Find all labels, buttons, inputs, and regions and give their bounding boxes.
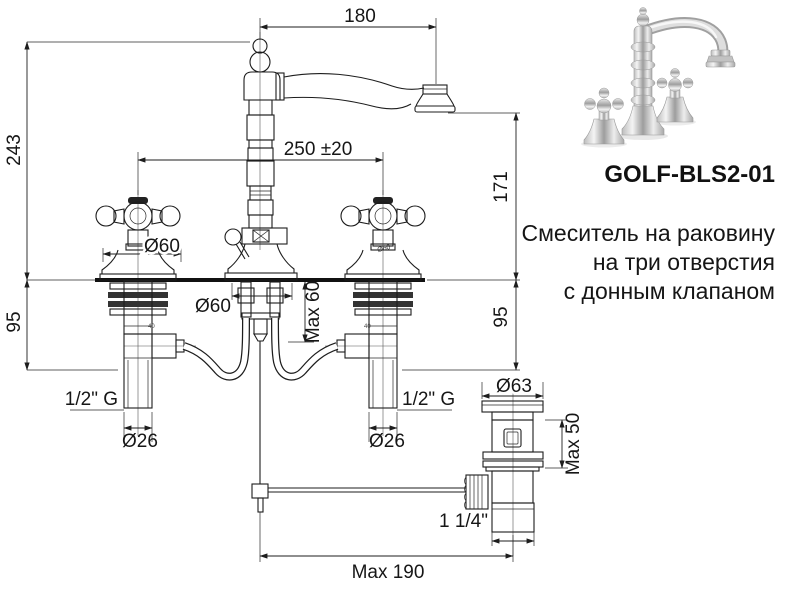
dim-spout-height: 171	[491, 171, 512, 203]
product-code: GOLF-BLS2-01	[604, 161, 775, 188]
dim-right-under-deck: 95	[491, 306, 512, 328]
photo-left-handle	[584, 88, 624, 144]
dim-deck-thickness: Max 60	[303, 280, 324, 344]
dim-drain-thread: 1 1/4"	[438, 511, 488, 532]
faucet-spout	[276, 73, 455, 112]
drain-knurled-nut	[465, 475, 489, 509]
hose-mark-left: 40	[148, 324, 155, 330]
dim-drain-body-height: Max 50	[563, 412, 584, 476]
dim-left-thread: 1/2" G	[64, 389, 118, 410]
pop-up-rod	[252, 341, 466, 512]
dim-body-base-diameter: Ø60	[195, 296, 231, 317]
photo-right-handle	[657, 69, 693, 123]
dim-drain-flange-diameter: Ø63	[496, 376, 532, 397]
product-description	[521, 219, 775, 306]
product-description-line-2: на три отверстия	[592, 249, 775, 275]
dim-right-thread: 1/2" G	[402, 389, 456, 410]
dimension-annotations	[4, 6, 584, 583]
dim-spout-reach: 180	[344, 6, 376, 27]
dim-total-height: 243	[4, 134, 25, 166]
hose-mark-right: 40	[364, 324, 371, 330]
product-description-line-1: Смеситель на раковину	[521, 220, 775, 246]
dim-right-handle-diameter: Ø60	[376, 243, 392, 254]
left-valve-underdeck	[108, 281, 184, 408]
dim-handle-spread: 250 ±20	[283, 139, 353, 160]
product-photo	[581, 8, 735, 148]
dim-left-under-deck: 95	[4, 311, 25, 333]
dim-left-handle-diameter: Ø60	[144, 236, 180, 257]
product-description-line-3: с донным клапаном	[563, 278, 775, 304]
dim-right-pipe-diameter: Ø26	[369, 431, 405, 452]
dim-left-pipe-diameter: Ø26	[122, 431, 158, 452]
dim-rod-length: Max 190	[351, 562, 425, 583]
